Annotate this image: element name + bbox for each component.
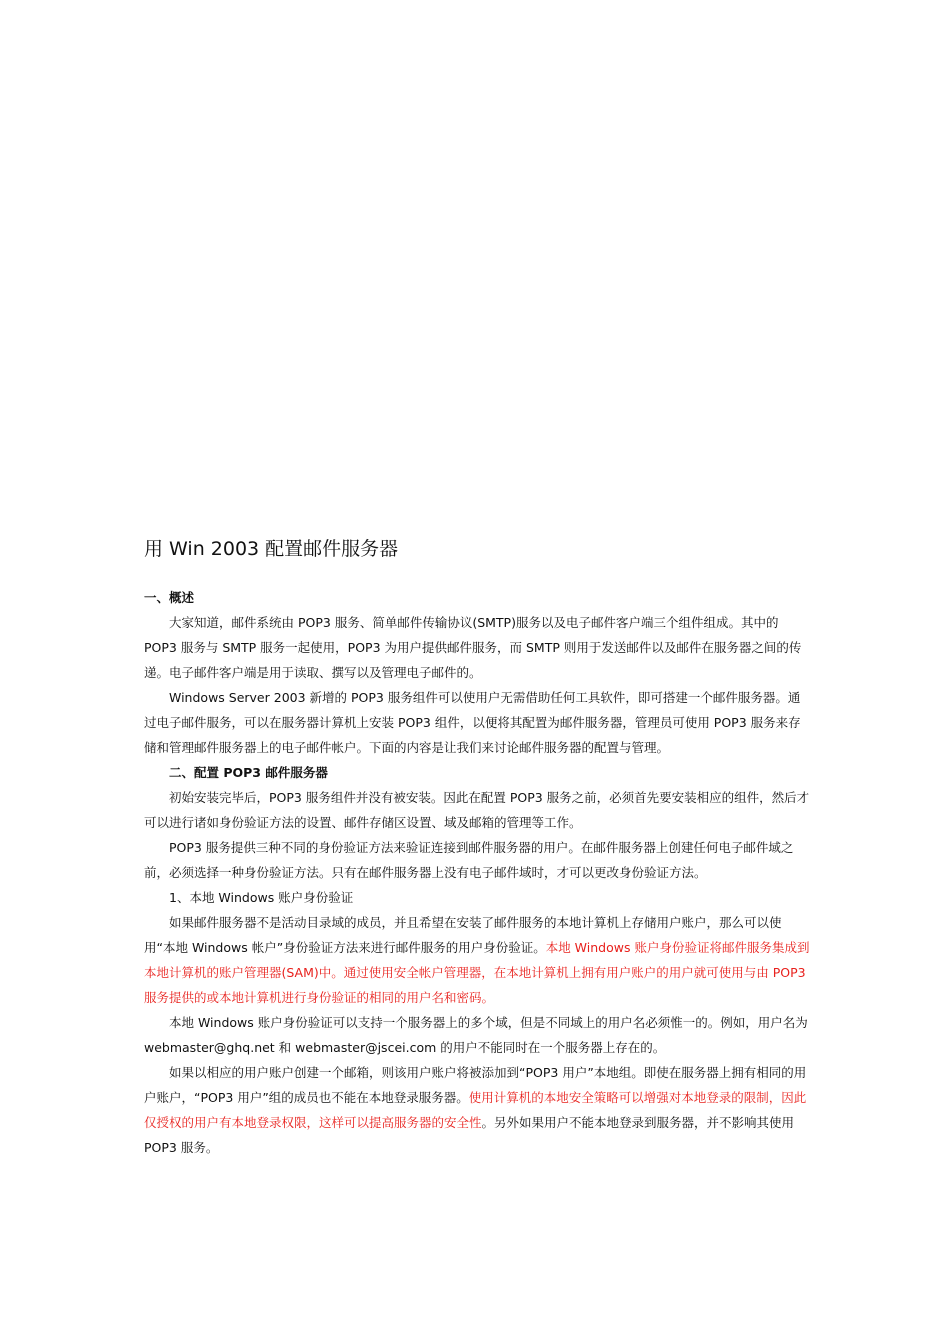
document-title: 用 Win 2003 配置邮件服务器 [144, 538, 399, 560]
section-heading-configure: 二、配置 POP3 邮件服务器 [169, 765, 328, 780]
paragraph-pop3-component: Windows Server 2003 新增的 POP3 服务组件可以使用户无需借助任何工具软件，即可搭建一个邮件服务器。通过电子邮件服务，可以在服务器计算机上安装 POP3 组件，以便将其配置为邮件服务器，管理员可使用 POP3 服务来存储和管理邮件服务器上的电子邮件帐户。下面的内容是让我们来讨论邮件服务器的配置与管理。 [144, 690, 801, 755]
document-body [144, 585, 812, 1160]
paragraph-pop3-users-tail: 。另外如果用户不能本地登录到服务器，并不影响其使用 POP3 服务。 [144, 1115, 795, 1155]
paragraph-local-auth [144, 910, 812, 1010]
paragraph-intro: 大家知道，邮件系统由 POP3 服务、简单邮件传输协议(SMTP)服务以及电子邮件客户端三个组件组成。其中的 POP3 服务与 SMTP 服务一起使用，POP3 为用户提供邮件服务，而 SMTP 则用于发送邮件以及邮件在服务器之间的传递。电子邮件客户端是用于读取、撰写以及管理电子邮件的。 [144, 615, 802, 680]
paragraph-pop3-users [144, 1060, 812, 1160]
paragraph-pop3-users-text: 如果以相应的用户账户创建一个邮箱，则该用户账户将被添加到“POP3 用户”本地组。即使在服务器上拥有相同的用户账户，“POP3 用户”组的成员也不能在本地登录服务器。 [144, 1065, 807, 1105]
highlighted-text-security-policy: 使用计算机的本地安全策略可以增强对本地登录的限制，因此仅授权的用户有本地登录权限，这样可以提高服务器的安全性 [144, 1090, 807, 1130]
section-heading-overview: 一、概述 [144, 590, 195, 605]
paragraph-multi-domain: 本地 Windows 账户身份验证可以支持一个服务器上的多个域，但是不同域上的用户名必须惟一的。例如，用户名为 webmaster@ghq.net 和 webmaster@jscei.com 的用户不能同时在一个服务器上存在的。 [144, 1015, 808, 1055]
subsection-heading-local-auth: 1、本地 Windows 账户身份验证 [169, 890, 354, 905]
paragraph-install: 初始安装完毕后，POP3 服务组件并没有被安装。因此在配置 POP3 服务之前，必须首先要安装相应的组件，然后才可以进行诸如身份验证方法的设置、邮件存储区设置、域及邮箱的管理等工作。 [144, 790, 810, 830]
paragraph-local-auth-text: 如果邮件服务器不是活动目录域的成员，并且希望在安装了邮件服务的本地计算机上存储用户账户，那么可以使用“本地 Windows 帐户”身份验证方法来进行邮件服务的用户身份验证。 [144, 915, 782, 955]
paragraph-auth-methods: POP3 服务提供三种不同的身份验证方法来验证连接到邮件服务器的用户。在邮件服务器上创建任何电子邮件域之前，必须选择一种身份验证方法。只有在邮件服务器上没有电子邮件域时，才可以更改身份验证方法。 [144, 840, 794, 880]
highlighted-text-sam: 本地 Windows 账户身份验证将邮件服务集成到本地计算机的账户管理器(SAM)中。通过使用安全帐户管理器，在本地计算机上拥有用户账户的用户就可使用与由 POP3 服务提供的或本地计算机进行身份验证的相同的用户名和密码。 [144, 940, 810, 1005]
